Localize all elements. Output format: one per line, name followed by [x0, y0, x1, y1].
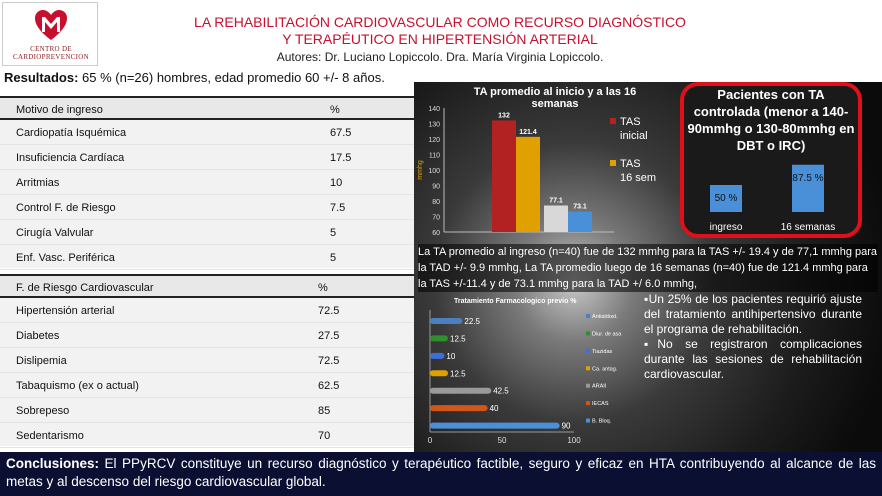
legend-label: Ca. antag.: [592, 366, 618, 373]
x-tick-label: 0: [427, 436, 433, 445]
data-label: 87.5 %: [792, 172, 824, 184]
bar: [492, 120, 516, 232]
table-cell: 70: [318, 430, 331, 442]
table-cell: 72.5: [318, 305, 340, 317]
table-header-cell: %: [318, 282, 328, 294]
bar: [430, 388, 491, 394]
treatment-note-1: ▪Un 25% de los pacientes requirió ajuste del tratamiento antihipertensivo durante el programa de rehabilitación.: [644, 292, 862, 336]
table-cell: 72.5: [318, 355, 340, 367]
data-label: 50 %: [714, 193, 738, 204]
treatment-bar-chart: [418, 306, 642, 450]
legend-label: TAS: [620, 116, 641, 128]
y-tick-label: 110: [428, 152, 440, 160]
legend-swatch: [586, 419, 590, 423]
legend-label: ARAII: [592, 383, 607, 390]
table-cell: Insuficiencia Cardíaca: [16, 152, 125, 164]
data-label: 12.5: [450, 334, 466, 344]
treatment-note-2: ▪No se registraron complicaciones durante las sesiones de rehabilitación cardiovascular.: [644, 337, 862, 381]
category-label: ingreso: [709, 222, 743, 233]
logo-text-line1: CENTRO DE: [30, 45, 72, 53]
logo-text: [3, 45, 99, 61]
y-tick-label: 130: [428, 121, 440, 129]
table-row: [0, 196, 414, 220]
legend-swatch: [586, 314, 590, 318]
table-row: [0, 299, 414, 323]
legend-swatch: [586, 331, 590, 335]
table-cell: Hipertensión arterial: [16, 305, 115, 317]
table-cell: 17.5: [330, 152, 352, 164]
legend-label: Tiazidas: [592, 348, 613, 355]
controlled-bar-chart: [684, 150, 858, 234]
table-cell: Enf. Vasc. Periférica: [16, 252, 115, 264]
legend-label: TAS: [620, 158, 641, 170]
bar: [544, 205, 568, 232]
table-row: [0, 374, 414, 398]
legend-label: 16 sem: [620, 172, 657, 184]
table-cell: 7.5: [330, 202, 346, 214]
table-cell: 5: [330, 252, 337, 264]
risk-factor-table: [0, 274, 414, 446]
table-header-cell: Motivo de ingreso: [16, 104, 103, 116]
y-tick-label: 70: [432, 214, 440, 222]
conclusions-bar: [0, 452, 882, 496]
x-tick-label: 50: [497, 436, 507, 445]
y-axis-label: mmhg: [417, 160, 424, 180]
results-text: 65 % (n=26) hombres, edad promedio 60 +/- 8 años.: [78, 70, 385, 85]
table-cell: Arritmias: [16, 177, 60, 189]
legend-swatch: [610, 118, 616, 124]
y-tick-label: 80: [432, 199, 440, 206]
y-tick-label: 60: [432, 230, 440, 237]
legend-label: inicial: [620, 130, 648, 142]
table-row: [0, 171, 414, 195]
controlled-panel-title: Pacientes con TA controlada (menor a 140-90mmhg o 130-80mmhg en DBT o IRC): [687, 87, 855, 153]
table-cell: Sedentarismo: [16, 430, 84, 442]
data-label: 12.5: [450, 369, 466, 379]
table-row: [0, 246, 414, 270]
tas-summary-text: La TA promedio al ingreso (n=40) fue de 132 mmhg para la TAS +/- 19.4 y de 77,1 mmhg para la TAD +/- 9.9 mmhg, La TA promedio luego de 16 semanas (n=40) fue de 121.4 mmhg para la TAS +/-11.4 y de 73.1 mmhg para la TAD +/ 6.0 mmhg,: [418, 246, 878, 290]
tas-chart-title: TA promedio al inicio y a las 16 semanas: [473, 86, 637, 110]
table-cell: 85: [318, 405, 331, 417]
table-cell: Diabetes: [16, 330, 60, 342]
y-tick-label: 90: [432, 183, 440, 191]
legend-swatch: [586, 401, 590, 405]
table-cell: 5: [330, 227, 337, 239]
legend-swatch: [586, 384, 590, 388]
table-cell: Cardiopatía Isquémica: [16, 127, 127, 139]
bar: [430, 335, 448, 341]
results-line: [4, 70, 385, 85]
table-header-cell: %: [330, 104, 340, 116]
bar: [568, 212, 592, 232]
table-cell: Tabaquismo (ex o actual): [16, 380, 139, 392]
legend-label: Diur. de asa: [592, 331, 622, 338]
conclusions-label: Conclusiones:: [6, 456, 100, 471]
legend-label: Antialdost.: [592, 314, 618, 320]
legend-swatch: [586, 349, 590, 353]
data-label: 77.1: [549, 197, 563, 205]
y-tick-label: 100: [428, 168, 440, 175]
table-cell: 62.5: [318, 380, 340, 392]
table-row: [0, 146, 414, 170]
x-tick-label: 100: [567, 436, 581, 445]
bar: [430, 353, 444, 359]
legend-label: B. Bloq.: [592, 418, 612, 425]
logo: [2, 2, 98, 66]
heart-logo-icon: [33, 7, 69, 43]
legend-swatch: [586, 366, 590, 370]
table-row: [0, 121, 414, 145]
table-cell: Control F. de Riesgo: [16, 202, 116, 214]
table-row: [0, 221, 414, 245]
bar: [430, 370, 448, 376]
admission-reason-table: [0, 96, 414, 268]
legend-label: IECAS: [592, 401, 609, 408]
table-cell: 67.5: [330, 127, 352, 139]
table-cell: Dislipemia: [16, 355, 67, 367]
data-label: 73.1: [573, 203, 587, 211]
table-cell: 10: [330, 177, 343, 189]
data-label: 132: [498, 112, 510, 120]
tas-bar-chart: [414, 100, 680, 240]
data-label: 10: [446, 351, 456, 361]
logo-text-line2: CARDIOPREVENCION: [13, 53, 89, 61]
bar: [430, 318, 462, 324]
title-line1: LA REHABILITACIÓN CARDIOVASCULAR COMO RECURSO DIAGNÓSTICO: [194, 14, 686, 30]
conclusions-text: El PPyRCV constituye un recurso diagnóstico y terapéutico factible, seguro y eficaz en HTA contribuyendo al alcance de las metas y al descenso del riesgo cardiovascular global.: [6, 456, 876, 489]
table-header: [0, 274, 414, 298]
treatment-notes: [644, 292, 862, 382]
table-row: [0, 424, 414, 448]
table-header: [0, 96, 414, 120]
data-label: 22.5: [464, 317, 480, 326]
table-row: [0, 399, 414, 423]
table-row: [0, 349, 414, 373]
table-cell: Cirugía Valvular: [16, 227, 94, 239]
data-label: 42.5: [493, 386, 509, 396]
data-label: 40: [489, 404, 499, 414]
authors: Autores: Dr. Luciano Lopiccolo. Dra. María Virginia Lopiccolo.: [276, 50, 604, 64]
data-label: 121.4: [519, 128, 537, 136]
table-header-cell: F. de Riesgo Cardiovascular: [16, 282, 154, 294]
y-tick-label: 120: [428, 137, 440, 144]
table-cell: 27.5: [318, 330, 340, 342]
page-title: [100, 14, 780, 48]
bar: [430, 405, 488, 411]
bar: [516, 137, 540, 232]
category-label: 16 semanas: [780, 222, 836, 233]
treatment-chart-title: Tratamiento Farmacologico previo %: [454, 298, 577, 305]
title-line2: Y TERAPÉUTICO EN HIPERTENSIÓN ARTERIAL: [282, 31, 598, 47]
results-label: Resultados:: [4, 70, 79, 85]
table-row: [0, 324, 414, 348]
data-label: 90: [561, 421, 571, 431]
table-cell: Sobrepeso: [16, 405, 70, 417]
bar: [430, 423, 560, 429]
legend-swatch: [610, 160, 616, 166]
y-tick-label: 140: [428, 106, 440, 113]
